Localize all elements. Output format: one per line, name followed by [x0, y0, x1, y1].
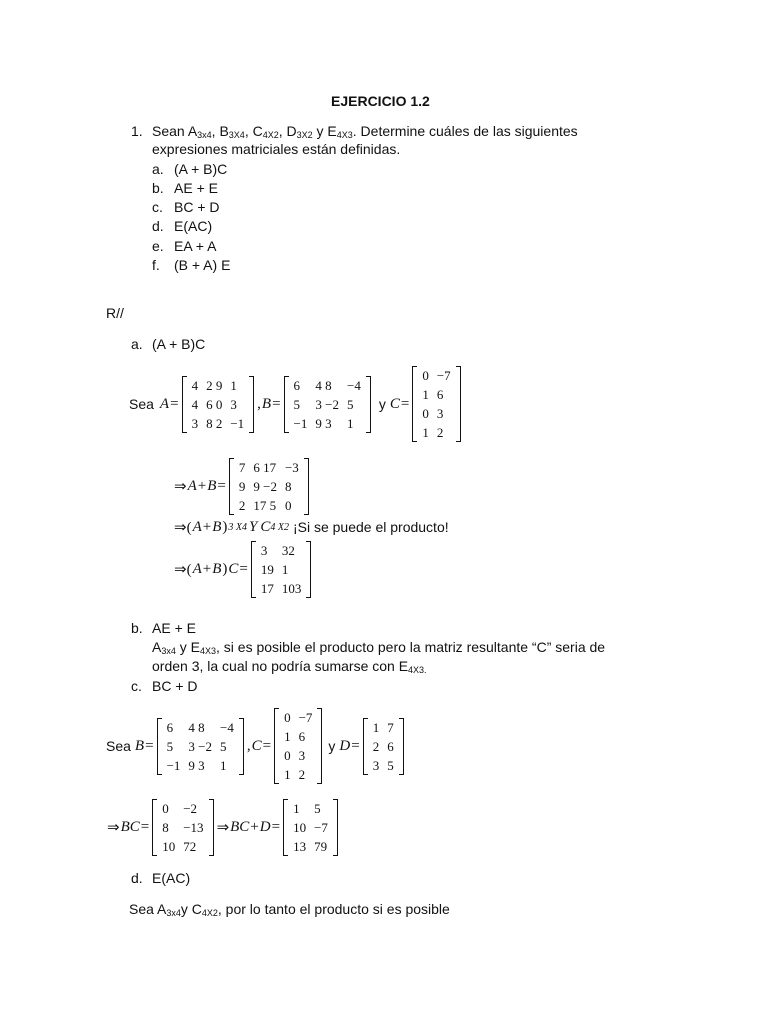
matrix-cell: 6	[436, 387, 444, 402]
matrix-cell: 6 0	[206, 396, 223, 412]
matrix-row	[369, 756, 398, 775]
matrix-b-c	[157, 718, 244, 775]
dimension-sub-1: 3 X4	[228, 521, 247, 533]
matrix-cell: 1	[422, 425, 429, 440]
matrix-cell: 7	[238, 459, 246, 475]
matrix-cell: 3	[230, 396, 237, 412]
matrix-row	[163, 718, 238, 737]
a-plus-b-line: ⇒ A + B = 7 6 17 −3 9 9 −2 8 2 17 5 0	[173, 457, 311, 515]
matrix-row	[257, 579, 306, 598]
matrix-cell: 5	[293, 396, 301, 412]
option-e-letter: e.	[152, 238, 164, 254]
matrix-row	[280, 708, 316, 727]
matrix-cell: −1	[230, 415, 245, 431]
matrix-cell: 4	[191, 377, 199, 393]
matrix-cell: 5	[220, 738, 227, 754]
part-a-heading: (A + B)C	[152, 336, 206, 352]
part-d-heading: E(AC)	[152, 870, 191, 886]
part-d-line-1: Sea $A_{3x4}y$ $C_{4X2}$, por lo tanto el producto si es posible	[129, 901, 450, 918]
bc-line: ⇒ BC = 0 −2 8 −13 10 72 ⇒ BC + D = 1 5 10 −7 13 79	[106, 798, 340, 856]
matrix-cell: 10	[162, 838, 176, 854]
matrix-cell: 103	[281, 580, 302, 596]
matrix-row	[257, 541, 306, 560]
matrix-cell: −4	[346, 377, 361, 393]
matrix-cell: 5	[387, 757, 394, 773]
matrix-cell: 6	[293, 377, 301, 393]
matrix-cell: 0	[162, 800, 169, 816]
matrix-cell: 1	[284, 767, 291, 782]
part-b-letter: b.	[131, 620, 143, 636]
part-c-letter: c.	[131, 678, 142, 694]
matrix-cell: 32	[281, 542, 295, 558]
matrix-row	[235, 477, 303, 496]
option-d-letter: d.	[152, 218, 164, 234]
matrix-cell: 1	[230, 377, 237, 393]
matrix-cell: 3	[260, 542, 268, 558]
matrix-cell: 7	[387, 719, 394, 735]
matrix-cell: 2	[436, 425, 444, 440]
matrix-cell: 1	[281, 561, 289, 577]
option-e-text: EA + A	[174, 238, 217, 254]
part-a-definitions: Sea A = 4 2 9 1 4 6 0 3 3 8 2 −1 , B = 6 4 8 −4 5 3 −2 5 −1 9 3 1 y C = 0 −7 1 6 0 3 1 2	[129, 366, 463, 442]
matrix-cell: 3 −2	[188, 738, 212, 754]
matrix-cell: −3	[284, 459, 299, 475]
matrix-cell: 5	[314, 800, 321, 816]
matrix-row	[289, 818, 332, 837]
matrix-row	[257, 560, 306, 579]
matrix-row	[418, 385, 454, 404]
part-a-letter: a.	[131, 336, 143, 352]
matrix-cell: 9 3	[315, 415, 332, 431]
matrix-row	[235, 458, 303, 477]
question-text-1: Sean $A_{3x4}$, $B_{3X4}$, $C_{4X2}$, $D_{3X2}$ y $E_{4X3}$. Determine cuáles de las siguientes	[152, 123, 578, 140]
matrix-row	[369, 737, 398, 756]
question-line-1	[152, 123, 660, 140]
matrix-d	[363, 718, 404, 775]
matrix-cell: 2	[372, 738, 380, 754]
option-d-text: E(AC)	[174, 218, 213, 234]
matrix-cell: 8	[284, 478, 292, 494]
exercise-title: EJERCICIO 1.2	[331, 93, 430, 109]
matrix-row	[235, 496, 303, 515]
option-f-letter: f.	[152, 257, 160, 273]
matrix-row	[188, 414, 249, 433]
matrix-cell: 9	[238, 478, 246, 494]
matrix-cell: −1	[293, 415, 308, 431]
matrix-cell: 17	[260, 580, 274, 596]
matrix-row	[418, 423, 454, 442]
option-b-text: AE + E	[174, 180, 218, 196]
matrix-cell: 0	[284, 710, 291, 725]
question-line-2: expresiones matriciales están definidas.	[152, 141, 401, 157]
matrix-cell: 1	[284, 729, 291, 744]
matrix-b	[284, 376, 371, 433]
matrix-cell: 3	[436, 406, 444, 421]
matrix-cell: 9 3	[188, 757, 205, 773]
matrix-cell: 6 17	[253, 459, 277, 475]
matrix-cell: 72	[183, 838, 197, 854]
dimension-line: ⇒( A + B ) 3 X4 Y C 4 X2 ¡Si se puede el producto!	[174, 518, 449, 536]
matrix-cell: 0	[422, 406, 429, 421]
matrix-cell: 3 −2	[315, 396, 339, 412]
y-italic: Y	[249, 518, 258, 535]
matrix-row	[188, 395, 249, 414]
matrix-cell: 8 2	[206, 415, 223, 431]
part-b-heading: AE + E	[152, 620, 196, 636]
matrix-cell: 2	[298, 767, 306, 782]
matrix-bc	[152, 799, 213, 856]
matrix-cell: 1	[293, 800, 300, 816]
matrix-c-c	[274, 708, 322, 784]
matrix-row	[158, 799, 207, 818]
matrix-cell: 10	[293, 819, 307, 835]
matrix-cell: 0	[284, 497, 292, 513]
matrix-cell: 13	[293, 838, 307, 854]
matrix-row	[290, 414, 365, 433]
matrix-row	[280, 727, 316, 746]
matrix-row	[280, 765, 316, 784]
dimension-sub-2: 4 X2	[270, 521, 289, 533]
product-result-line: ⇒( A + B ) C = 3 32 19 1 17 103	[173, 540, 313, 598]
matrix-cell: 3	[298, 748, 306, 763]
part-b-line-2: orden 3, la cual no podría sumarse con $E_{4X3.}$	[152, 658, 427, 675]
matrix-cell: 0	[422, 368, 429, 383]
matrix-cell: 3	[372, 757, 380, 773]
matrix-cell: −1	[166, 757, 181, 773]
matrix-row	[163, 737, 238, 756]
matrix-cell: 6	[387, 738, 394, 754]
matrix-cell: −4	[220, 719, 234, 735]
matrix-row	[290, 395, 365, 414]
matrix-cell: 3	[191, 415, 199, 431]
part-b-line-1: $A_{3x4}$ y $E_{4X3}$, si es posible el producto pero la matriz resultante “C” seria de	[152, 639, 606, 656]
matrix-cell: 1	[346, 415, 354, 431]
matrix-cell: −7	[436, 368, 451, 383]
matrix-row	[280, 746, 316, 765]
matrix-a	[182, 376, 255, 433]
y-label: y	[378, 396, 386, 412]
matrix-row	[418, 404, 454, 423]
matrix-cell: 1	[220, 757, 227, 773]
matrix-cell: 6	[298, 729, 306, 744]
matrix-result	[251, 541, 312, 598]
matrix-a-plus-b	[229, 458, 309, 515]
y-label-c: y	[328, 738, 336, 754]
matrix-row	[289, 837, 332, 856]
matrix-row	[188, 376, 249, 395]
product-note: ¡Si se puede el producto!	[292, 519, 449, 535]
matrix-cell: −13	[183, 819, 204, 835]
matrix-row	[158, 837, 207, 856]
matrix-cell: 0	[284, 748, 291, 763]
part-c-definitions: Sea B = 6 4 8 −4 5 3 −2 5 −1 9 3 1 , C = 0 −7 1 6 0 3 1 2 y D = 1 7 2 6 3 5	[106, 708, 406, 784]
matrix-cell: 4 8	[188, 719, 205, 735]
matrix-cell: 2 9	[206, 377, 223, 393]
matrix-cell: 5	[346, 396, 354, 412]
matrix-cell: 5	[166, 738, 174, 754]
matrix-cell: −2	[183, 800, 198, 816]
matrix-cell: 4 8	[315, 377, 332, 393]
matrix-c	[412, 366, 460, 442]
matrix-cell: 8	[162, 819, 169, 835]
sea-label: Sea	[129, 396, 154, 412]
option-f-text: (B + A) E	[174, 257, 231, 273]
matrix-row	[289, 799, 332, 818]
option-c-text: BC + D	[174, 199, 220, 215]
option-b-letter: b.	[152, 180, 164, 196]
matrix-cell: 4	[191, 396, 199, 412]
matrix-cell: 1	[372, 719, 380, 735]
matrix-cell: 6	[166, 719, 174, 735]
answer-label: R//	[106, 305, 124, 321]
matrix-cell: −7	[314, 819, 328, 835]
part-d-letter: d.	[131, 870, 143, 886]
matrix-row	[418, 366, 454, 385]
matrix-row	[290, 376, 365, 395]
matrix-row	[163, 756, 238, 775]
matrix-cell: 17 5	[253, 497, 277, 513]
question-number: 1.	[131, 123, 143, 139]
matrix-cell: 19	[260, 561, 274, 577]
matrix-cell: 2	[238, 497, 246, 513]
matrix-cell: 1	[422, 387, 429, 402]
matrix-row	[158, 818, 207, 837]
option-a-letter: a.	[152, 161, 164, 177]
matrix-bc-plus-d	[283, 799, 338, 856]
option-a-text: (A + B)C	[174, 161, 228, 177]
matrix-row	[369, 718, 398, 737]
sea-label-c: Sea	[106, 738, 131, 754]
matrix-cell: 9 −2	[253, 478, 277, 494]
matrix-cell: 79	[314, 838, 328, 854]
option-c-letter: c.	[152, 199, 163, 215]
part-c-heading: BC + D	[152, 678, 198, 694]
matrix-cell: −7	[298, 710, 313, 725]
